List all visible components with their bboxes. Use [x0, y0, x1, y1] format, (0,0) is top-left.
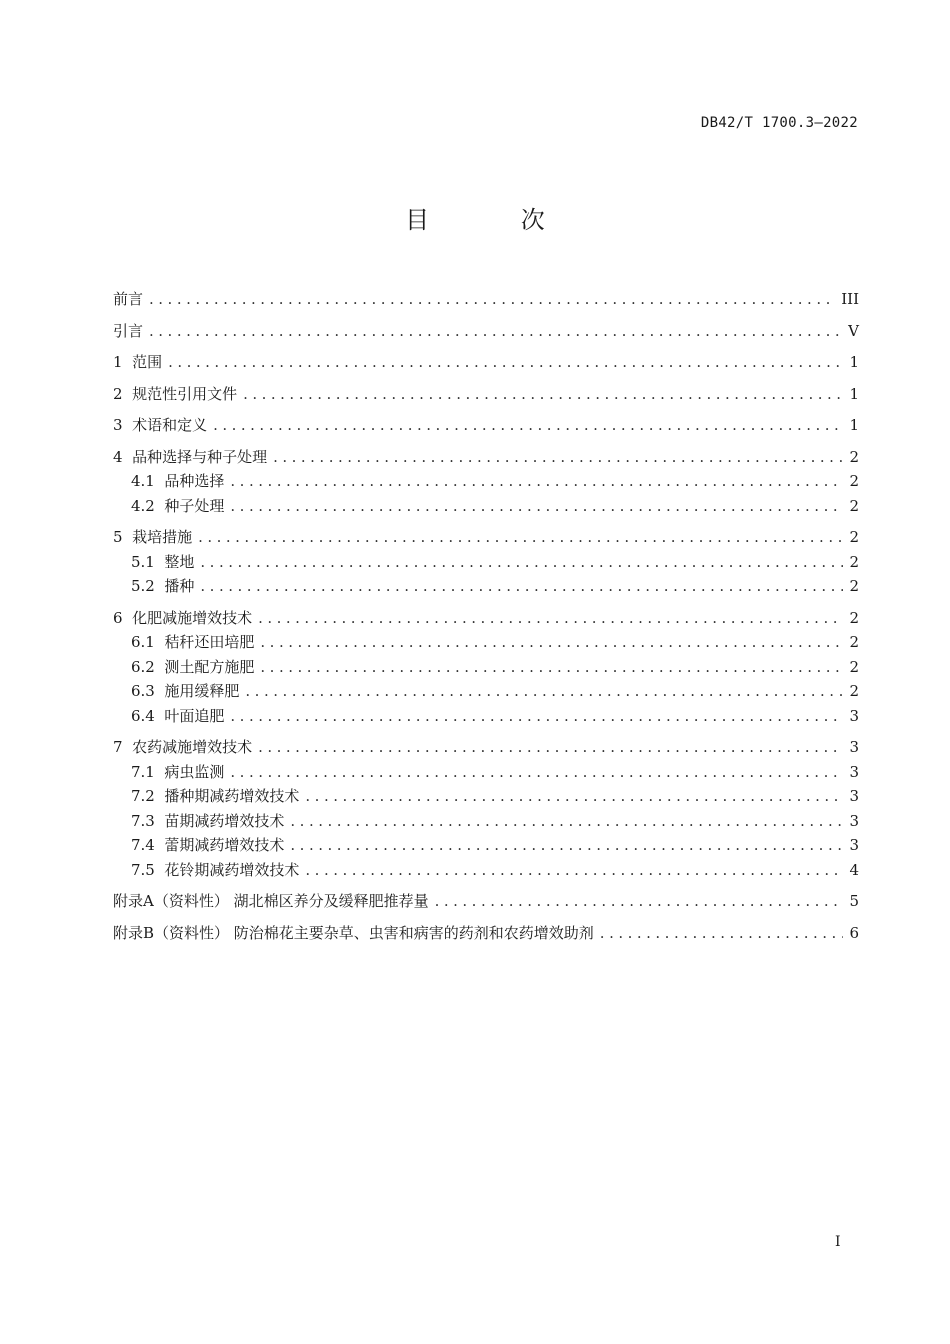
toc-entry[interactable] [113, 550, 859, 575]
toc-entry-page: 2 [849, 496, 859, 515]
toc-entry-label: 7.5 花铃期减药增效技术 [131, 860, 300, 879]
toc-entry[interactable] [113, 921, 859, 946]
toc-leader-dots [198, 525, 843, 550]
toc-entry[interactable] [113, 574, 859, 599]
toc-entry[interactable] [113, 833, 859, 858]
toc-entry[interactable] [113, 319, 859, 344]
toc-leader-dots [230, 760, 843, 785]
page-number: I [835, 1234, 841, 1250]
toc-entry[interactable] [113, 889, 859, 914]
toc-entry-page: 2 [849, 657, 859, 676]
toc-entry[interactable] [113, 704, 859, 729]
toc-entry-page: 6 [849, 923, 859, 942]
toc-entry[interactable] [113, 413, 859, 438]
toc-entry[interactable] [113, 382, 859, 407]
toc-entry-label: 4.1 品种选择 [131, 472, 225, 490]
toc-entry-page: 3 [849, 738, 859, 756]
toc-entry-page: 3 [849, 762, 859, 781]
toc-entry-page: 1 [849, 353, 859, 371]
toc-leader-dots [600, 921, 843, 946]
toc-leader-dots [149, 319, 842, 344]
toc-leader-dots [230, 469, 843, 494]
toc-leader-dots [305, 784, 843, 809]
toc-entry-label: 7 农药减施增效技术 [113, 738, 253, 756]
toc-entry[interactable] [113, 287, 859, 312]
toc-entry-page: 2 [849, 528, 859, 546]
toc-leader-dots [258, 735, 843, 760]
toc-entry-label: 4 品种选择与种子处理 [113, 447, 268, 466]
toc-entry-label: 4.2 种子处理 [131, 496, 225, 515]
toc-entry[interactable] [113, 469, 859, 494]
toc-leader-dots [213, 413, 843, 438]
toc-entry[interactable] [113, 525, 859, 550]
toc-entry-label: 6.2 测土配方施肥 [131, 657, 255, 676]
toc-entry-page: 2 [849, 608, 859, 627]
toc-entry-label: 6 化肥减施增效技术 [113, 608, 253, 627]
toc-entry-label: 5.1 整地 [131, 552, 195, 571]
toc-entry[interactable] [113, 858, 859, 883]
toc-leader-dots [230, 494, 843, 519]
toc-entry-label: 5 栽培措施 [113, 528, 193, 546]
toc-entry-page: III [841, 290, 859, 308]
toc-leader-dots [200, 550, 843, 575]
toc-leader-dots [290, 809, 843, 834]
toc-entry-label: 6.1 秸秆还田培肥 [131, 633, 255, 651]
toc-entry-label: 附录A（资料性） 湖北棉区养分及缓释肥推荐量 [113, 892, 429, 910]
toc-entry[interactable] [113, 606, 859, 631]
toc-leader-dots [230, 704, 843, 729]
toc-entry-label: 附录B（资料性） 防治棉花主要杂草、虫害和病害的药剂和农药增效助剂 [113, 923, 594, 942]
toc-entry-page: 1 [849, 384, 859, 403]
toc-leader-dots [260, 630, 843, 655]
toc-entry-label: 7.1 病虫监测 [131, 762, 225, 781]
toc-entry-page: 2 [849, 577, 859, 595]
toc-entry-label: 1 范围 [113, 353, 163, 371]
toc-entry-page: 2 [849, 633, 859, 651]
toc-entry-page: 3 [849, 706, 859, 725]
toc-entry-page: 4 [849, 860, 859, 879]
toc-entry[interactable] [113, 735, 859, 760]
toc-leader-dots [435, 889, 843, 914]
toc-leader-dots [243, 382, 843, 407]
toc-entry-page: 3 [849, 787, 859, 805]
toc-entry[interactable] [113, 445, 859, 470]
toc-entry-page: 5 [849, 892, 859, 910]
toc-entry-label: 2 规范性引用文件 [113, 384, 238, 403]
toc-entry-label: 引言 [113, 321, 144, 340]
toc-entry-label: 7.4 蕾期减药增效技术 [131, 836, 285, 854]
toc-entry-page: V [848, 321, 859, 340]
toc-entry-page: 2 [849, 472, 859, 490]
toc-entry[interactable] [113, 350, 859, 375]
toc-entry-label: 7.2 播种期减药增效技术 [131, 787, 300, 805]
toc-entry-label: 7.3 苗期减药增效技术 [131, 811, 285, 830]
toc-entry[interactable] [113, 494, 859, 519]
toc-leader-dots [245, 679, 843, 704]
toc-entry-page: 2 [849, 682, 859, 700]
toc-entry-label: 前言 [113, 290, 144, 308]
page-title: 目 次 [405, 206, 587, 234]
toc-leader-dots [200, 574, 843, 599]
toc-entry[interactable] [113, 655, 859, 680]
document-code: DB42/T 1700.3—2022 [700, 115, 858, 131]
toc-entry[interactable] [113, 630, 859, 655]
table-of-contents [113, 287, 859, 945]
toc-entry-label: 6.4 叶面追肥 [131, 706, 225, 725]
toc-entry-label: 3 术语和定义 [113, 416, 208, 434]
toc-leader-dots [305, 858, 843, 883]
toc-entry-page: 3 [849, 836, 859, 854]
toc-leader-dots [273, 445, 843, 470]
toc-entry-label: 6.3 施用缓释肥 [131, 682, 240, 700]
toc-leader-dots [258, 606, 843, 631]
toc-entry-page: 2 [849, 447, 859, 466]
toc-leader-dots [168, 350, 843, 375]
toc-entry[interactable] [113, 784, 859, 809]
toc-entry-page: 2 [849, 552, 859, 571]
toc-entry-label: 5.2 播种 [131, 577, 195, 595]
toc-entry[interactable] [113, 679, 859, 704]
toc-entry-page: 3 [849, 811, 859, 830]
toc-entry[interactable] [113, 760, 859, 785]
toc-leader-dots [260, 655, 843, 680]
toc-entry[interactable] [113, 809, 859, 834]
toc-leader-dots [149, 287, 835, 312]
toc-entry-page: 1 [849, 416, 859, 434]
toc-leader-dots [290, 833, 843, 858]
